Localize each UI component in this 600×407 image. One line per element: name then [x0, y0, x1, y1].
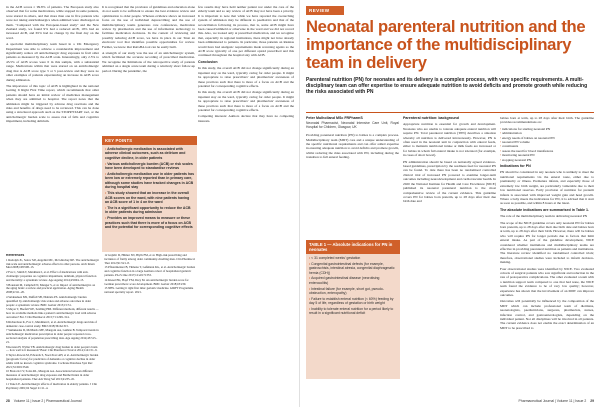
reference-item: 5 Mayer T, Haefeli WE, Seidling HM. Different methods, different results — how do available methods link a patient's anticholinergic load with adverse outcomes? Eur J Clin Pharmacol 2015;71:1299–314. [6, 307, 99, 319]
left-col-3 [198, 5, 294, 133]
paragraph: Competing interests: Authors declare that they have no competing interests. [198, 114, 294, 123]
paragraph: PN administration should be based on nationally agreed evidence-based guidelines, prescription by the readiness feed for neonatal PN can be found. To date there has been no randomised controlled clinical trial of increased PN powered to examine longer-term outcomes including neurodevelopment and cardiovascular health. In 2020 the National Institute for Health and Care Excellence (NICE) published its neonatal parenteral nutrition is the most comprehensive review of the current evidence. This guideline covers PN for babies born preterm, up to 28 days after their due birth date and [403, 159, 496, 204]
table-1-list [306, 254, 400, 319]
right-page-number: 29 [590, 399, 594, 403]
key-point-item: • Anticholinergic medication is associated with adverse clinical outcomes, such as delirium and cognitive decline, in older patients [105, 147, 194, 160]
recommendation-item: • monitoring neonatal PN [500, 153, 594, 157]
recommendation-item: • energy needs of babies on neonatal PN [500, 136, 594, 140]
reference-item: 6 Richardson K, Fox C, Maidment I, et al. Anticholinergic drugs and risk of dementia: case-control study. BMJ 2018;361:k1315. [6, 319, 98, 328]
author-name: Peter Mulholland MSc FRPharmS [306, 116, 363, 120]
left-folio [6, 399, 81, 403]
reference-item: 9 Taylor-Rowan M, Edwards S, Noel-Storr AH, et al. Anticholinergic burden (prognostic factor) for prediction of dementia or cognitive decline in older adults with no known cognitive syndrome. Cochrane Database Syst Rev 2021;5:CD013540. [6, 353, 99, 369]
reference-item: 8 Kersten H, Wyller TB. Anticholinergic drug burden in older people's brain — how well is it measured? Basic Clin Pharmacol Toxicol 2014;114:151–9. [6, 344, 98, 353]
reference-item: 2 Fox C, Smith T, Maidment I, et al. Effect of medications with anti-cholinergic properties on cognitive impairment, delirium, physical function and mortality: a systematic review. Age Ageing 2014;43:604–15. [6, 270, 97, 282]
section-heading: The absolute indications are summarised in Table 1. [500, 207, 590, 212]
paragraph: In this study, the overall ACB did not change significantly during an inpatient stay on the ward, typically caring for older people. It might be appropriate to raise prescribers' and pharmacists' awareness of these practices such that there is more of a focus on ACB and the potential for corresponding cognitive effects. [198, 90, 294, 112]
reference-item: 3 Boustani M, Campbell N, Munger S, et al. Impact of anticholinergics on the aging brain: a review and practical application. Aging Health 2008;4:311–20. [6, 282, 96, 295]
author-affiliation: Neonatal Pharmacist, Neonatal Intensive Care Unit, Royal Hospital for Children, Glasgow, UK [306, 120, 399, 129]
paragraph: PN should be considered in any neonate who is unlikely to meet the nutritional requirements via the enteral route, either due to prematurity or illness. Premature infants, and especially those of extremely low birth weight, are particularly vulnerable due to their low nutritional reserves. Early provision of nutrition for preterm infants is associated with improved weight gain and head growth. Where a baby meets the indications for PN, it is advised that it start as soon as possible, and within 8 hours at the latest. [500, 170, 594, 206]
reference-item: 7 Sumukadas D, McMurdo ME, Mangoni AA, Guthrie B. Temporal trends in anticholinergic medication prescription in older people: repeated cross-sectional analysis of population prescribing data. Age Ageing 2014;43:515–21. [6, 328, 99, 344]
reference-item: 15 NHS. Getting it right first time: geriatric medicine. GIRFT Programme national specialty report. 2021. [104, 286, 194, 295]
paragraph: A strength of our study was the use of an anticholinergic system, which facilitated the accurate recording of prescribed medication. We recognise the limitations of the retrospective study of patients admitted on a single acute team during a relatively short follow-up period. During the pandemic, the [102, 51, 195, 73]
key-point-item: • Provides an improved means to measure or these practices such that there is more of a focus on ACB and the potential for corresponding cognitive effects [105, 216, 194, 229]
paragraph: Appropriate nutrition is essential for growth and development. Neonates who are unable to tolerate adequate enteral nutrition will require PN. Total parenteral nutrition (TPN) describes a situation whereby all nutrition is delivered intravenously. However, PN is often used in the neonatal unit in conjunction with enteral feeds, either to maintain nutritional intake or milk feeds are increased or for babies in whom full enteral intake is not tolerated (for example, in cases of short bowel). [403, 122, 496, 158]
reference-item: 11 Tune LE. Anticholinergic effects of medication in elderly patients. J Clin Psychiatry 2001;62 Suppl 21:11–4. [6, 381, 98, 390]
table-1-title: TABLE 1 — Absolute indications for PN in neonates [306, 240, 400, 254]
reference-item: 1 Rudolph JL, Salow MJ, Angelini MC, McGlinchey RE. The anticholinergic risk scale and anticholinergic adverse effects in older persons. Arch Intern Med 2008;168:508–13. [6, 257, 100, 270]
reference-item: 10 Bostock CV, Soiza RL, Mangoni AA. Associations between different measures of anticholinergic drug exposure and Barthel Index in older hospitalized patients. Ther Adv Drug Saf 2013;4:235–45. [6, 369, 93, 381]
indication-item: • Congenital gastrointestinal defects (for example, gastroschisis, intestinal atresia, congenital diaphragmatic hernia (CDH)) [309, 262, 397, 275]
right-page [300, 0, 600, 407]
recommendation-item: • assess the need for blood transfusions [500, 149, 594, 153]
article-standfirst: Parenteral nutrition (PN) for neonates and its delivery is a complex process, with very specific requirements. A multi-disciplinary team can offer expertise to ensure adequate nutrition to avoid deficits and promote growth while reducing the risks associated with PN [306, 77, 588, 96]
paragraph: few results may have held neither patient nor under the care of the elderly team and so any review of ACB may not have been a priority. It is important to note that while we have reported the overarching system of admission may be different to paediatrics and that of the reconciliation following its process, that is, some ACB might have been caused/withheld or otherwise in the ward and we did not record this. Also, we looked only at prescribed medication, and we recognise that, especially in regional institutions, there might not have already been administered to patients. In particular, those patients on Rasinas would have had analgesic requirements made reversing agents so the ACB score typically of one per different opioid prescribed and this continued throughout the hospital stay with ACB. [198, 5, 294, 58]
left-folio-text: Volume 11 | Issue 2 | Pharmaceutical Journal [13, 399, 82, 403]
key-point-item: • Various anticholinergic burden (ACB) or risk scales have been developed to standardise reviews [105, 162, 194, 171]
left-col-1 [6, 5, 99, 249]
section-heading: Indications for PN [500, 164, 531, 169]
key-points-box [102, 136, 197, 252]
right-folio [519, 399, 594, 403]
recommendation-item: • neonatal PN volume [500, 140, 594, 144]
key-point-item: • This study showed that an increase in the overall ACB scores on the ward, with nine patients having an ACB score of 1 in 4 on the ward [105, 191, 194, 204]
reference-item: 12 Gnjidic D, Hilmer SN, Blyth FM, et al. High-risk prescribing and incidence of frailty among older community-dwelling men. Clin Pharmacol Ther 2012;91:521–8. [104, 254, 196, 265]
section-heading: Conclusion [198, 59, 218, 64]
paragraph: Outcomes will potentially be influenced by the composition of the MDT which can include professional team of dietitians, neonatologists, paediatricians, surgeons, pharmacists, nurses, infection control, and gastroenterologists, depending on the individual patient. Not all disciplines will be involved in all patients. The current evidence does not enable the exact determination of an MDT to be prescribed to [500, 299, 594, 330]
right-folio-text: Pharmaceutical Journal | Volume 11 | Issue 2 [518, 399, 587, 403]
key-points-list [102, 145, 197, 233]
paragraph: Four observational studies were identified by NICE. Two evaluated cohorts of surgical patients who saw significant and reduction in the rate of postoperative complications. The other evaluated a team with a nutrition support team compared to one that had none, the NICE team found the evidence to be of very low quality; however, experience has shown that the involvement of an MDT can improve outcomes. [500, 266, 594, 298]
key-point-item: • The is a significant opportunity to reduce the ACB in older patients during admission [105, 206, 194, 215]
recommendation-item: • administration [500, 131, 594, 135]
reference-item: 4 Salahudeen MS, Duffull SB, Nishtala PS. Anticholinergic burden quantified by anticholinergic risk scales and adverse outcomes in older people: a systematic review. BMC Geriatr 2015;15:31. [6, 294, 92, 307]
section-tag: REVIEW [306, 6, 344, 15]
right-col-3 [500, 116, 594, 382]
paragraph: The scope of the NICE guideline covers only neonatal PN for babies born preterm, up to 28 days after their due birth date and babies born at term, up to 28 days after their birth. However, there will be babies who will require PN for longer periods due to factors that limit enteral intake. As part of the guideline development, NICE considered whether institutions and multidisciplinary teams are effective in providing parenteral nutrition as patients and institutions. The literature review identified no randomised controlled trials; therefore, observational studies were included to inform decision-making. [500, 220, 594, 265]
recommendation-item: • stopping neonatal PN. [500, 158, 594, 162]
right-col-1 [306, 116, 399, 236]
left-page-number: 28 [6, 399, 10, 403]
key-points-title: KEY POINTS [102, 136, 197, 145]
paragraph: A specialist multidisciplinary team based in a UK Emergency Department was able to achieve a considerable improvement and significantly reduce all anticholinergic drug exposure in frail older patients as measured by the ACB scale. Interestingly, only 2.5% to 43.5% of ACB scores were 0 in this sample, with a substantial range. Medications within that were started on an anticholinergic drug that is ACB score type 3 or 5 post-review and they were no other examples of patients experiencing an increase in ACB score during admission. [6, 42, 99, 82]
left-col-2 [102, 5, 195, 133]
indication-item: • Inability to tolerate enteral nutrition for a period likely to result in a significant nutritional deficit [309, 307, 397, 316]
paragraph: Providing parenteral nutrition (PN) to babies is a complex process. Multidisciplinary team (MDT) care and a unique understanding of the specific nutritional requirements and can offer added expertise in ensuring adequate nutrition to avoid deficits and promote growth, whilst reducing the risks associated with PN, including during the transition to full enteral feeding. [306, 133, 399, 160]
references-section [6, 254, 296, 396]
section-heading: Parenteral nutrition: background [403, 116, 459, 120]
indication-item: • < 31 completed weeks' gestation [309, 256, 397, 260]
indication-item: • Intestinal failure (for example, short gut, pseudo-obstruction, enteropathy) [309, 287, 397, 296]
references-list [6, 254, 198, 396]
indication-item: • Failure to establish enteral nutrition (< 60%) feeding by day 5 of life, regardless of gestation or birth weight [309, 297, 397, 306]
paragraph: in the ACB scores ≥ 99.8% of patients. The European study also observed that for some medications, while stopped in some patients, were started in others, and that more than one in five patients who were not taking anticholinergics when admitted were discharged on them. "Compared with the European-based study" and the New Zealand study, we found 9% had a reduced ACB, 19% had an increased ACB, and 65% had no change by the final day on the ward. [6, 5, 99, 40]
paragraph: It is recognised that the provision of guidelines and education alone do not seem to be sufficient to ensure the best evidence review and optimisation to older people. Whereas evidence shows an increased focus on the use of individual deprescribing and the use of multidisciplinary teams generates care conferences, medication review by pharmacists and the use of information technology to facilitate medication decisions. In the context of reviewing and possibly reducing ACB score, we have in place in our Trust an electronic tool that identifies possible opportunities for review. Further, we know that RAGBA tool can be easily built. [102, 5, 195, 49]
reference-item: 13 Pfistermeister B, Tümena T, Gaßmann KG, et al. Anticholinergic burden and cognitive function in a large German cohort of hospitalized geriatric patients. PLoS One 2017;12:e0171353. [104, 265, 196, 277]
paragraph: babies born at term, up to 28 days after their birth. The guideline provides recommendations on: [500, 116, 594, 125]
recommendation-item: • indications for starting neonatal PN [500, 127, 594, 131]
indication-item: • Acquired gastrointestinal disease (necrotising enterocolitis) [309, 276, 397, 285]
recommendation-item: • constituents [500, 144, 594, 148]
references-title: References [6, 254, 25, 257]
reference-item: 14 Kiesel EK, Hopf YM, Drey M. An anticholinergic burden score for German prescribers: score development. BMC Geriatr 2018;18:239. [104, 277, 189, 286]
key-point-item: • Anticholinergic medication use in older patients has been low or extremely reported than in primary care, although some studies have tracked changes in ACB during hospital stay [105, 172, 194, 190]
right-col-2 [403, 116, 496, 382]
paragraph: The role of the multidisciplinary team in delivering neonatal PN [500, 214, 588, 219]
paragraph: In this study, the overall ACB did not change significantly during an inpatient stay on the ward, typically caring for older people. It might be appropriate to raise prescribers' and pharmacists' awareness of these practices such that there is more of a focus on ACB and the potential for corresponding cognitive effects. [198, 66, 294, 88]
title-rule [306, 112, 594, 113]
article-title: Neonatal parenteral nutrition and the importance of the multidisciplinary team in delivery [306, 17, 586, 72]
recommendation-list [500, 127, 594, 162]
paragraph: The importance of this topic of ACB is highlighted in the national Getting It Right First Time report, which recommends that older patients should have an initial review of medicines management when they are admitted to hospital. The report notes that the admission might be triggered by adverse drug reactions and the risks and benefits of drugs need to be reviewed. This can be done using a structured approach such as the STOPP/START tool, or the anticholinergic burden scale to assess risk of falls and cognitive impairment, including delirium. [6, 83, 99, 124]
table-1-box [306, 240, 400, 379]
